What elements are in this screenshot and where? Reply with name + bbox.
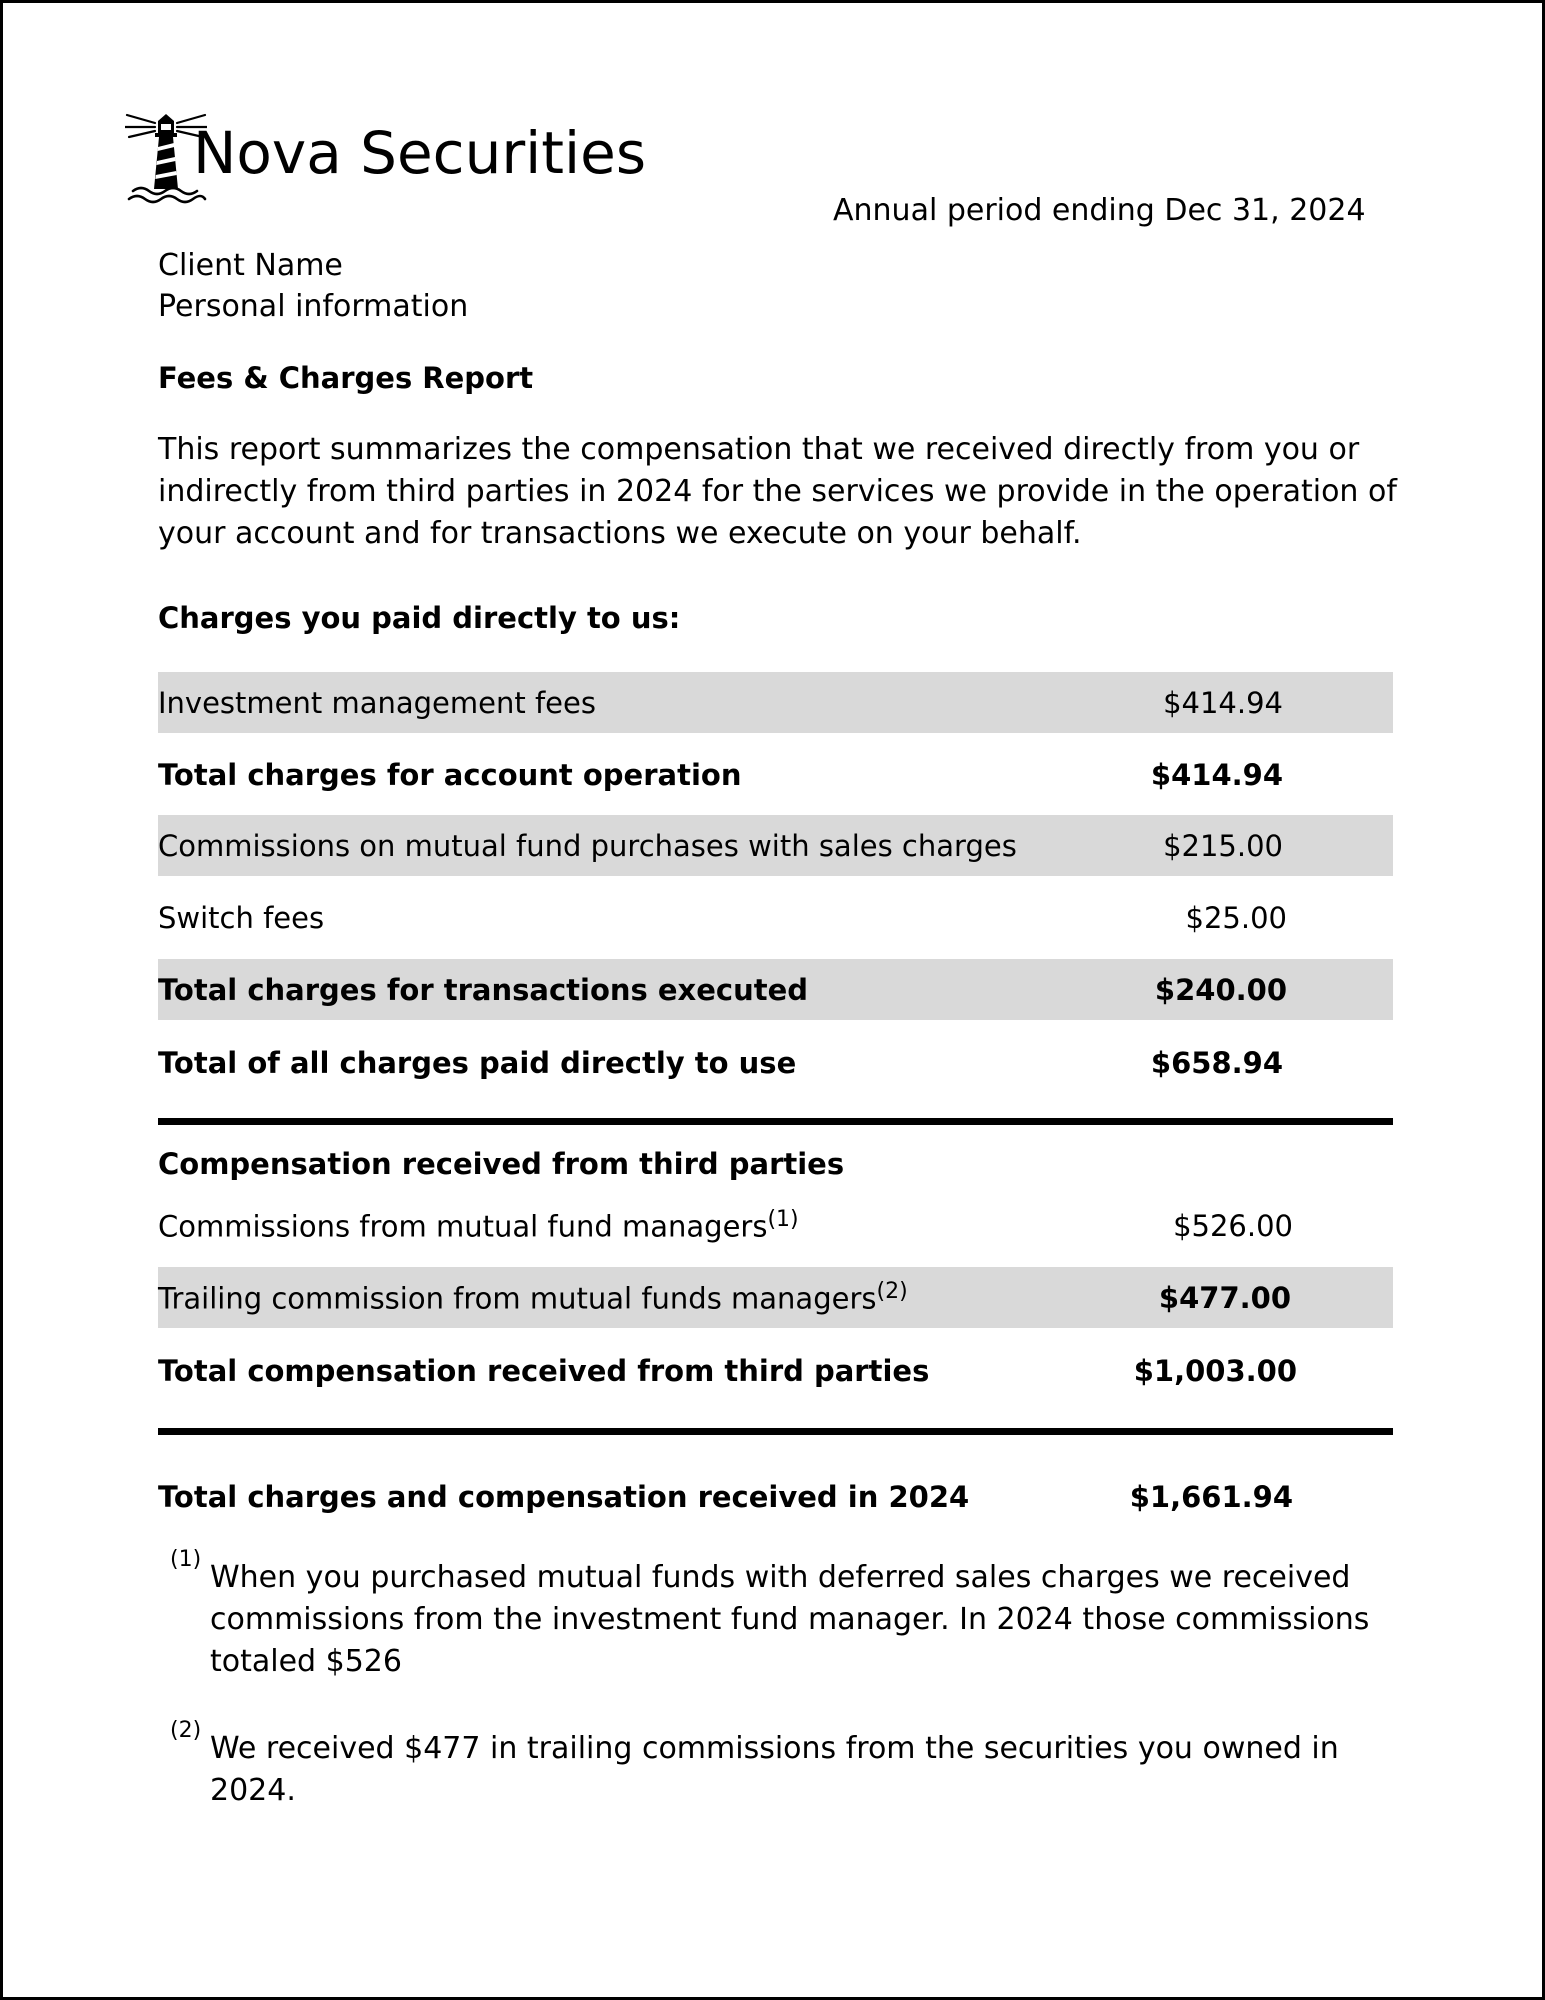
footnote-text: We received $477 in trailing commissions from the securities you owned in 2024. [210,1731,1339,1808]
row-label [158,1207,799,1244]
row-amount: $414.94 [1150,757,1283,792]
table-row [158,1195,1393,1256]
row-label: Switch fees [158,900,325,935]
footnote-2 [170,1718,1410,1812]
row-amount: $215.00 [1163,828,1283,863]
table-row [158,1267,1393,1328]
footnote-ref: (1) [767,1207,799,1233]
row-amount: $526.00 [1173,1208,1293,1243]
row-label: Total of all charges paid directly to use [158,1045,797,1080]
row-label: Investment management fees [158,685,596,720]
table-row [158,1032,1393,1093]
table-row [158,887,1393,948]
row-amount: $658.94 [1150,1045,1283,1080]
period-label: Annual period ending Dec 31, 2024 [833,193,1366,228]
table-row [158,959,1393,1020]
grand-total-label: Total charges and compensation received in 2024 [158,1479,970,1514]
grand-total-row [158,1466,1393,1527]
section-divider [158,1118,1393,1125]
row-label-text: Trailing commission from mutual funds managers [158,1281,877,1316]
table-row [158,815,1393,876]
footnote-mark: (2) [170,1718,202,1743]
direct-charges-heading: Charges you paid directly to us: [158,601,681,635]
table-row [158,1340,1393,1401]
footnote-1 [170,1547,1410,1683]
brand-name: Nova Securities [193,119,647,187]
table-row [158,672,1393,733]
report-title: Fees & Charges Report [158,361,534,395]
client-name: Client Name [158,248,343,283]
footnote-mark: (1) [170,1547,202,1572]
footnote-text: When you purchased mutual funds with deferred sales charges we received commissions from the investment fund manager. In 2024 those commissions totaled $526 [210,1560,1370,1679]
third-party-heading: Compensation received from third parties [158,1147,845,1181]
section-divider [158,1428,1393,1435]
row-amount: $414.94 [1163,685,1283,720]
client-block [158,245,468,327]
grand-total-amount: $1,661.94 [1129,1479,1293,1514]
row-amount: $240.00 [1154,972,1287,1007]
row-amount: $1,003.00 [1133,1353,1297,1388]
row-amount: $25.00 [1185,900,1287,935]
row-label: Commissions on mutual fund purchases with sales charges [158,828,1017,863]
table-row [158,744,1393,805]
row-label: Total charges for account operation [158,757,742,792]
row-label [158,1279,908,1316]
row-amount: $477.00 [1158,1280,1291,1315]
report-intro: This report summarizes the compensation that we received directly from you or indirectly from third parties in 2024 for the services we provide in the operation of your account and for transactions we execute on your behalf. [158,432,1397,551]
footnote-ref: (2) [876,1279,908,1305]
row-label-text: Commissions from mutual fund managers [158,1209,768,1244]
row-label: Total compensation received from third parties [158,1353,930,1388]
row-label: Total charges for transactions executed [158,972,809,1007]
client-info: Personal information [158,289,469,324]
